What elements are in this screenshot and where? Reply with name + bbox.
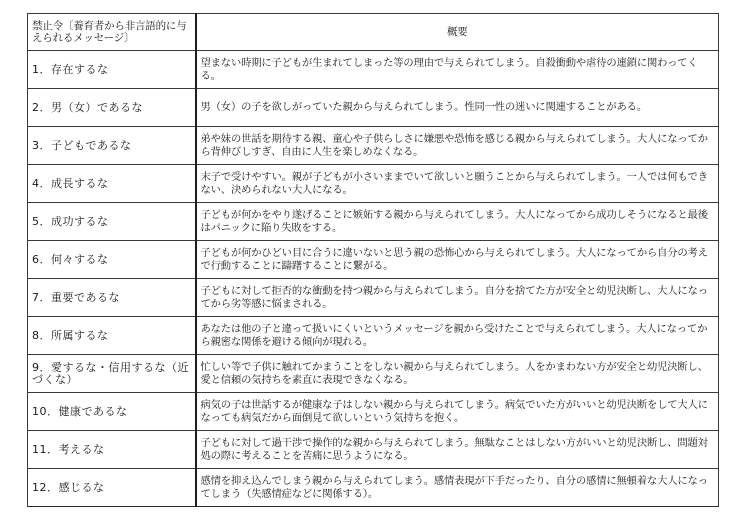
injunction-label: 2．男（女）であるな (28, 89, 196, 127)
table-row (28, 165, 719, 203)
injunction-summary: 子どもが何かをやり遂げることに嫉妬する親から与えられてしまう。大人になってから成功しそうになると最後はパニックに陥り失敗をする。 (196, 203, 719, 241)
injunction-label: 3．子どもであるな (28, 127, 196, 165)
injunction-summary: 子どもに対して過干渉で操作的な親から与えられてしまう。無駄なことはしない方がいいと幼児決断し、問題対処の際に考えることを苦痛に思うようになる。 (196, 431, 719, 469)
injunction-summary: 男（女）の子を欲しがっていた親から与えられてしまう。性同一性の迷いに関連することがある。 (196, 89, 719, 127)
injunction-label: 12．感じるな (28, 469, 196, 507)
injunction-label: 10．健康であるな (28, 393, 196, 431)
injunction-summary: 子どもが何かひどい目に合うに違いないと思う親の恐怖心から与えられてしまう。大人になってから自分の考えで行動することに躊躇することに繋がる。 (196, 241, 719, 279)
injunction-label: 5．成功するな (28, 203, 196, 241)
column-header-overview: 概要 (196, 14, 719, 51)
injunctions-table-container (27, 13, 718, 507)
injunction-summary: 末子で受けやすい。親が子どもが小さいままでいて欲しいと願うことから与えられてしまう。一人では何もできない、決められない大人になる。 (196, 165, 719, 203)
table-row (28, 431, 719, 469)
injunction-summary: 弟や妹の世話を期待する親、童心や子供らしさに嫌悪や恐怖を感じる親から与えられてしまう。大人になってから背伸びしすぎ、自由に人生を楽しめなくなる。 (196, 127, 719, 165)
table-row (28, 241, 719, 279)
injunction-label: 11．考えるな (28, 431, 196, 469)
table-row (28, 127, 719, 165)
table-row (28, 279, 719, 317)
table-row (28, 317, 719, 355)
table-row (28, 89, 719, 127)
table-row (28, 355, 719, 393)
injunctions-table (27, 13, 719, 507)
injunction-label: 4．成長するな (28, 165, 196, 203)
injunction-summary: 病気の子は世話するが健康な子はしない親から与えられてしまう。病気でいた方がいいと幼児決断をして大人になっても病気だから面倒見て欲しいという気持ちを抱く。 (196, 393, 719, 431)
injunction-summary: 感情を抑え込んでしまう親から与えられてしまう。感情表現が下手だったり、自分の感情に無頓着な大人になってしまう（失感情症などに関係する）。 (196, 469, 719, 507)
table-row (28, 393, 719, 431)
injunction-label: 1．存在するな (28, 51, 196, 89)
injunction-summary: あなたは他の子と違って扱いにくいというメッセージを親から受けたことで与えられてしまう。大人になってから親密な関係を避ける傾向が現れる。 (196, 317, 719, 355)
injunction-label: 9．愛するな・信用するな（近づくな） (28, 355, 196, 393)
injunction-label: 7．重要であるな (28, 279, 196, 317)
injunction-summary: 望まない時期に子どもが生まれてしまった等の理由で与えられてしまう。自殺衝動や虐待の連鎖に関わってくる。 (196, 51, 719, 89)
injunction-label: 8．所属するな (28, 317, 196, 355)
table-row (28, 469, 719, 507)
column-header-injunction: 禁止令〔養育者から非言語的に与えられるメッセージ〕 (28, 14, 196, 51)
injunction-label: 6．何々するな (28, 241, 196, 279)
injunction-summary: 子どもに対して拒否的な衝動を持つ親から与えられてしまう。自分を捨てた方が安全と幼児決断し、大人になってから劣等感に悩まされる。 (196, 279, 719, 317)
injunction-summary: 忙しい等で子供に触れてかまうことをしない親から与えられてしまう。人をかまわない方が安全と幼児決断し、愛と信頼の気持ちを素直に表現できなくなる。 (196, 355, 719, 393)
table-row (28, 203, 719, 241)
table-row (28, 51, 719, 89)
table-header-row (28, 14, 719, 51)
